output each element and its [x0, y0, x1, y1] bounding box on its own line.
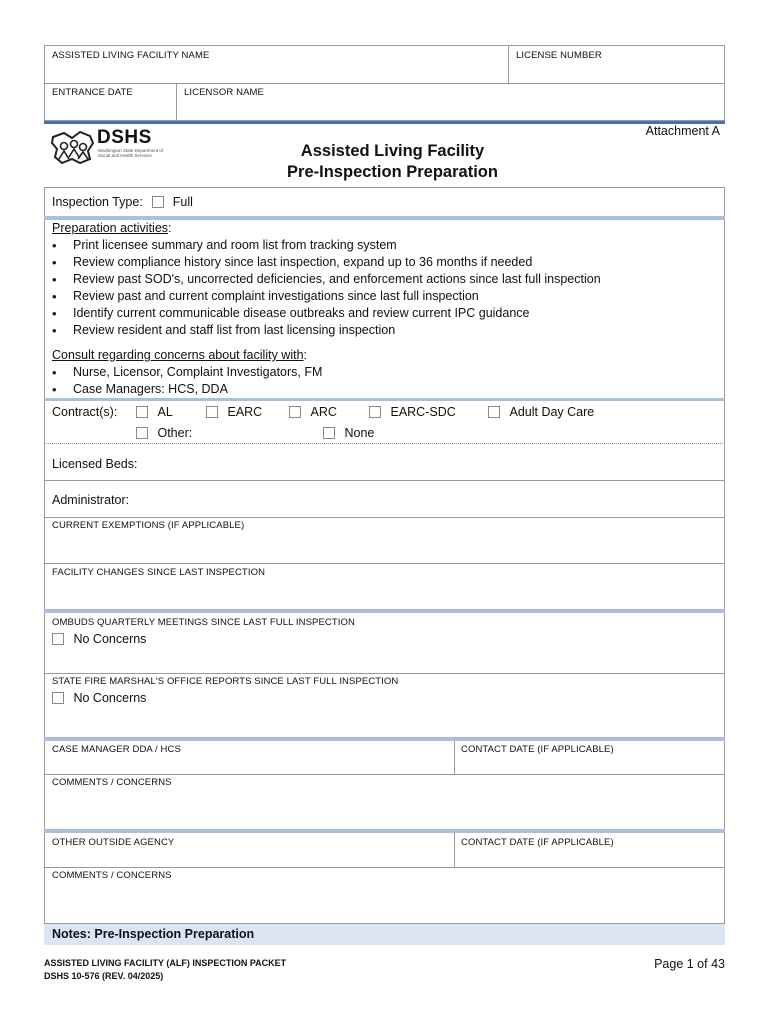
case-manager-field[interactable]: CASE MANAGER DDA / HCS	[52, 744, 181, 755]
logo-text: DSHS	[97, 127, 152, 148]
earc-checkbox[interactable]	[206, 406, 218, 418]
logo-subtext: Washington State Department of Social and Health Services	[98, 148, 164, 158]
list-item: • Identify current communicable disease outbreaks and review current IPC guidance	[50, 305, 710, 322]
comments-field-1[interactable]: COMMENTS / CONCERNS	[52, 777, 172, 788]
contract-other: Other:	[136, 426, 192, 440]
ombuds-field[interactable]: OMBUDS QUARTERLY MEETINGS SINCE LAST FULL INSPECTION	[52, 617, 355, 628]
contract-adult-day-care: Adult Day Care	[488, 405, 594, 419]
preparation-heading: Preparation activities:	[52, 221, 172, 235]
administrator-field[interactable]: Administrator:	[52, 493, 130, 507]
list-item: • Review past SOD's, uncorrected deficiencies, and enforcement actions since last full inspection	[50, 271, 710, 288]
license-number-field[interactable]: LICENSE NUMBER	[516, 50, 602, 61]
adult-day-care-checkbox[interactable]	[488, 406, 500, 418]
arc-checkbox[interactable]	[289, 406, 301, 418]
list-item: • Review compliance history since last inspection, expand up to 36 months if needed	[50, 254, 710, 271]
exemptions-field[interactable]: CURRENT EXEMPTIONS (IF APPLICABLE)	[52, 520, 245, 531]
list-item: • Review past and current complaint investigations since last full inspection	[50, 288, 710, 305]
notes-bar	[44, 923, 725, 945]
licensor-name-field[interactable]: LICENSOR NAME	[184, 87, 264, 98]
contract-earc-sdc: EARC-SDC	[369, 405, 456, 419]
ombuds-no-concerns-checkbox[interactable]	[52, 633, 64, 645]
contract-al: AL	[136, 405, 173, 419]
consult-heading: Consult regarding concerns about facility with:	[52, 348, 308, 362]
list-item: • Review resident and staff list from last licensing inspection	[50, 322, 710, 339]
comments-field-2[interactable]: COMMENTS / CONCERNS	[52, 870, 172, 881]
other-checkbox[interactable]	[136, 427, 148, 439]
contract-none: None	[323, 426, 374, 440]
contract-earc: EARC	[206, 405, 262, 419]
list-item: • Case Managers: HCS, DDA	[50, 381, 710, 398]
licensed-beds-field[interactable]: Licensed Beds:	[52, 457, 138, 471]
footer-line1: ASSISTED LIVING FACILITY (ALF) INSPECTION PACKET	[44, 958, 287, 968]
fire-no-concerns: No Concerns	[52, 691, 146, 705]
other-agency-field[interactable]: OTHER OUTSIDE AGENCY	[52, 837, 175, 848]
full-checkbox[interactable]	[152, 196, 164, 208]
fire-marshal-field[interactable]: STATE FIRE MARSHAL'S OFFICE REPORTS SINCE LAST FULL INSPECTION	[52, 676, 399, 687]
ombuds-no-concerns: No Concerns	[52, 632, 146, 646]
inspection-type-row	[52, 195, 193, 209]
fire-no-concerns-checkbox[interactable]	[52, 692, 64, 704]
page-title-line2: Pre-Inspection Preparation	[287, 163, 498, 181]
none-checkbox[interactable]	[323, 427, 335, 439]
list-item: • Nurse, Licensor, Complaint Investigators, FM	[50, 364, 710, 381]
full-option-label: Full	[172, 195, 193, 209]
facility-changes-field[interactable]: FACILITY CHANGES SINCE LAST INSPECTION	[52, 567, 266, 578]
contracts-label: Contract(s):	[52, 405, 118, 419]
notes-label: Notes: Pre-Inspection Preparation	[52, 927, 255, 941]
page-title-line1: Assisted Living Facility	[300, 142, 485, 160]
footer-line2: DSHS 10-576 (REV. 04/2025)	[44, 971, 164, 981]
list-item: • Print licensee summary and room list from tracking system	[50, 237, 710, 254]
contact-date-field-1[interactable]: CONTACT DATE (IF APPLICABLE)	[461, 744, 614, 755]
consult-list	[50, 364, 710, 398]
facility-name-field[interactable]: ASSISTED LIVING FACILITY NAME	[52, 50, 210, 61]
attachment-label: Attachment A	[645, 124, 720, 138]
al-checkbox[interactable]	[136, 406, 148, 418]
preparation-list	[50, 237, 710, 339]
entrance-date-field[interactable]: ENTRANCE DATE	[52, 87, 133, 98]
contact-date-field-2[interactable]: CONTACT DATE (IF APPLICABLE)	[461, 837, 614, 848]
contract-arc: ARC	[289, 405, 337, 419]
earc-sdc-checkbox[interactable]	[369, 406, 381, 418]
page-number: Page 1 of 43	[654, 957, 725, 971]
inspection-type-label: Inspection Type:	[52, 195, 143, 209]
